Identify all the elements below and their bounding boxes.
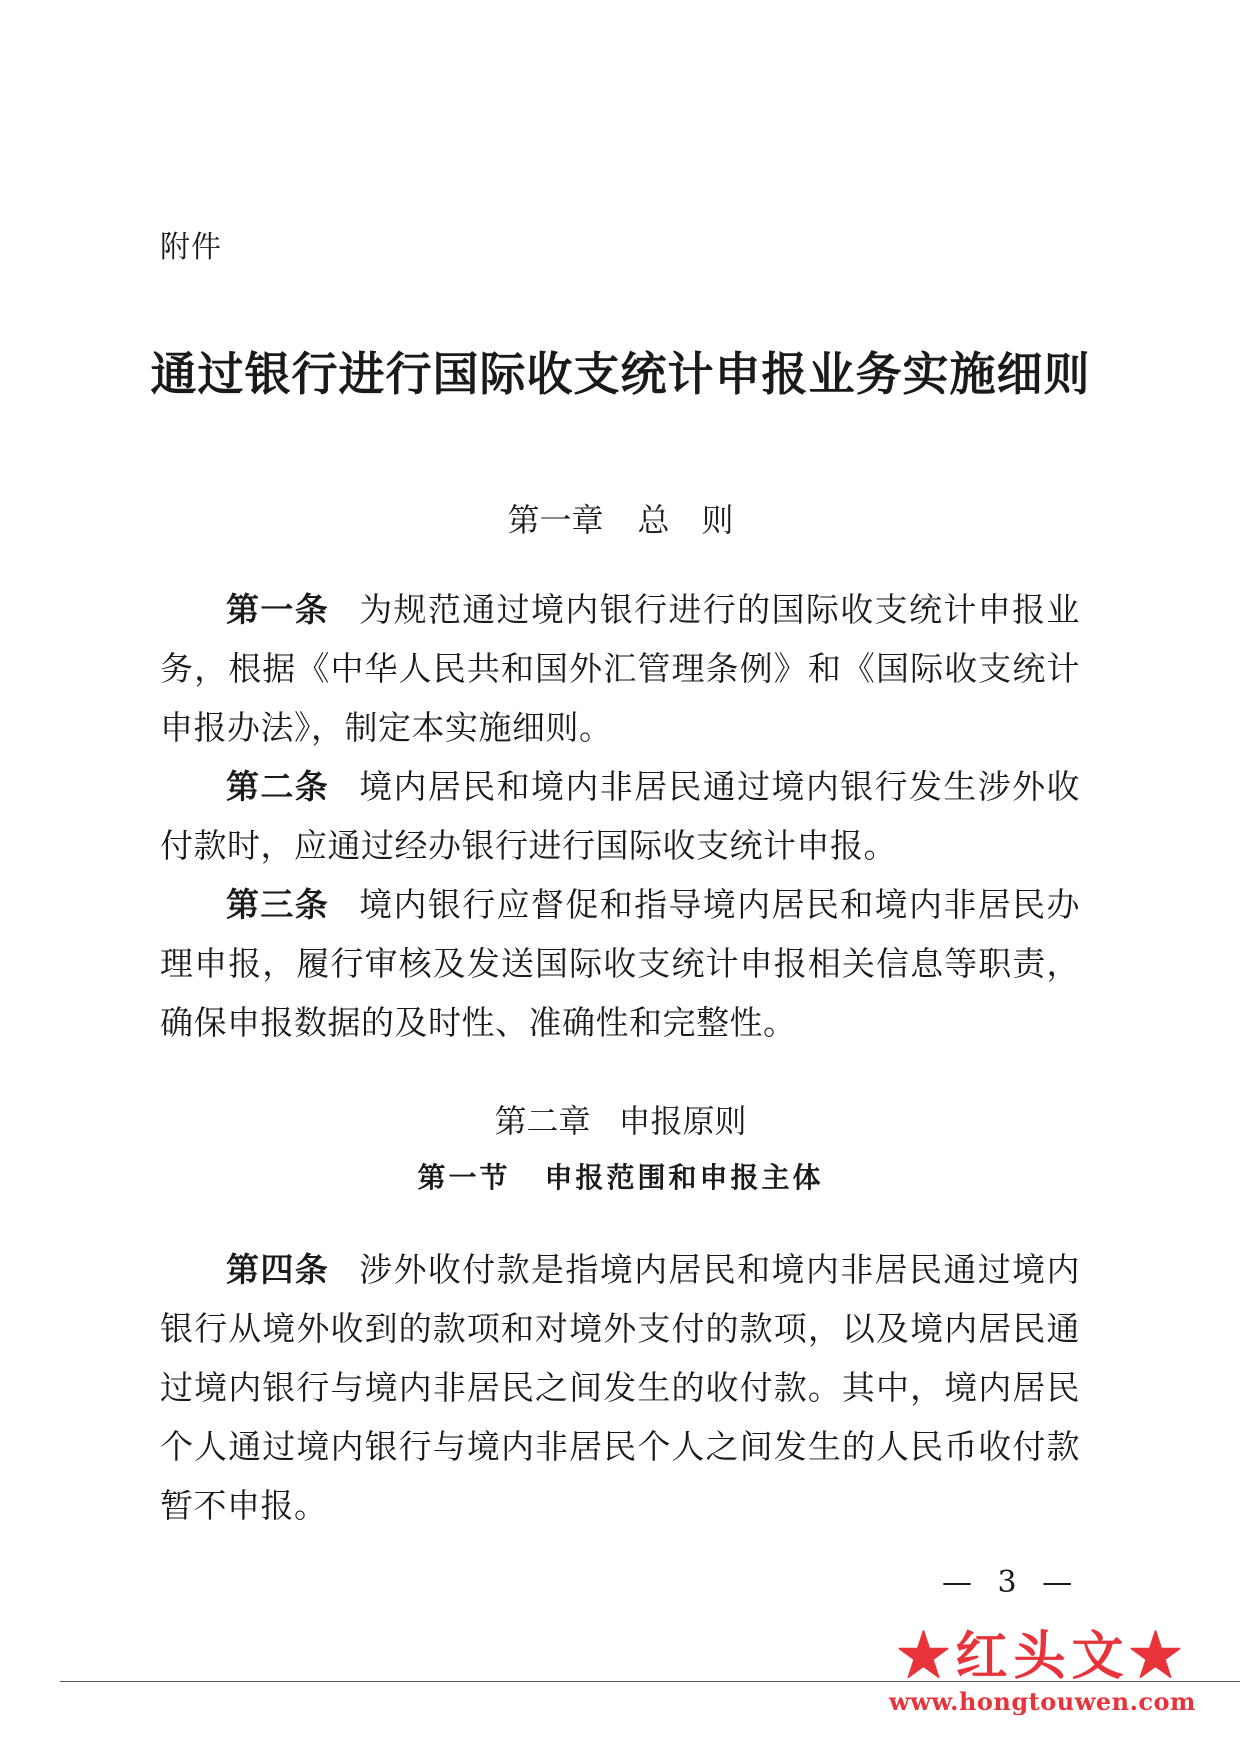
article-paragraph: [160, 580, 1080, 757]
section-number: 第一节: [417, 1161, 511, 1194]
article-number: 第一条: [226, 590, 330, 629]
section-name: 申报范围和申报主体: [544, 1161, 824, 1194]
article-text: 为规范通过境内银行进行的国际收支统计申报业务，根据《中华人民共和国外汇管理条例》和《国际收支统计申报办法》，制定本实施细则。: [160, 590, 1081, 747]
article-paragraph: [160, 875, 1080, 1052]
article-paragraph: [160, 1240, 1080, 1535]
chapter-heading: [0, 495, 1241, 541]
chapter-name: 总 则: [637, 501, 734, 539]
chapter-name: 申报原则: [618, 1102, 747, 1140]
chapter-number: 第一章: [507, 501, 604, 539]
article-text: 涉外收付款是指境内居民和境内非居民通过境内银行从境外收到的款项和对境外支付的款项，以及境内居民通过境内银行与境内非居民之间发生的收付款。其中，境内居民个人通过境内银行与境内非居民个人之间发生的人民币收付款暂不申报。: [160, 1250, 1081, 1525]
watermark-logo: ★红头文★: [897, 1626, 1188, 1687]
section-heading: [0, 1156, 1241, 1196]
document-title: 通过银行进行国际收支统计申报业务实施细则: [150, 347, 1091, 401]
chapter-number: 第二章: [494, 1102, 591, 1140]
watermark-url: www.hongtouwen.com: [889, 1687, 1196, 1716]
article-number: 第三条: [226, 885, 330, 924]
article-number: 第四条: [226, 1250, 330, 1289]
article-text: 境内居民和境内非居民通过境内银行发生涉外收付款时，应通过经办银行进行国际收支统计申报。: [160, 767, 1081, 865]
article-paragraph: [160, 757, 1080, 875]
article-number: 第二条: [226, 767, 330, 806]
attachment-label: 附件: [160, 230, 222, 265]
article-text: 境内银行应督促和指导境内居民和境内非居民办理申报，履行审核及发送国际收支统计申报相关信息等职责，确保申报数据的及时性、准确性和完整性。: [160, 885, 1081, 1042]
page-number: — 3 —: [942, 1565, 1081, 1600]
chapter-heading: [0, 1096, 1241, 1142]
watermark: [850, 1627, 1235, 1717]
